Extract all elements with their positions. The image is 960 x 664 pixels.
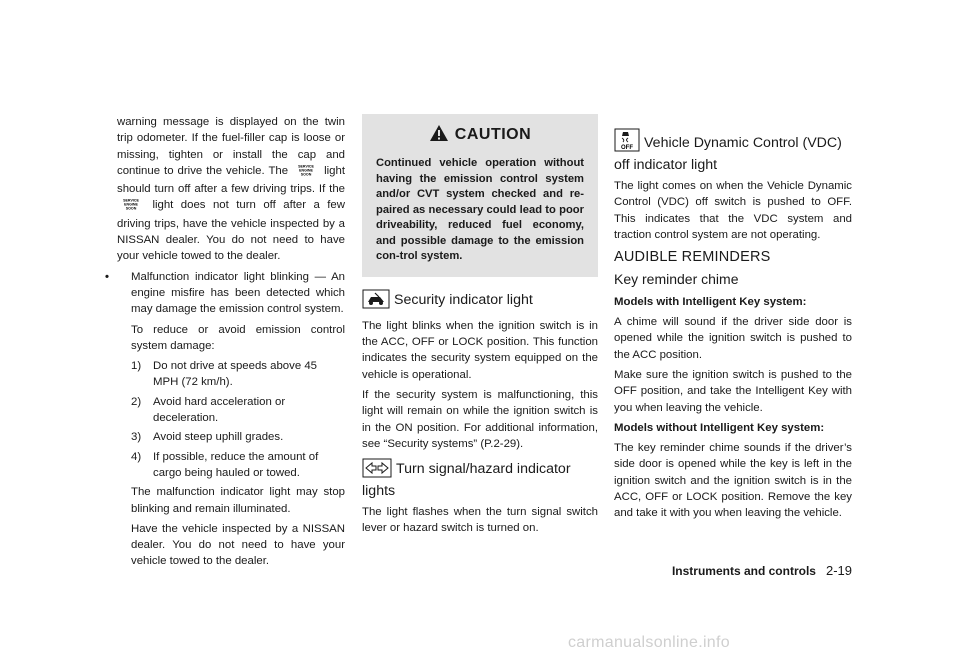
- turn-signal-heading: [362, 458, 598, 500]
- chime-paragraph-1: A chime will sound if the driver side door is opened while the ignition switch is pushed to the ACC position.: [614, 316, 852, 361]
- list-text: If possible, reduce the amount of cargo being hauled or towed.: [153, 450, 319, 479]
- service-icon-line1: SERVICE: [123, 199, 139, 204]
- audible-reminders-heading: AUDIBLE REMINDERS: [614, 249, 771, 266]
- fuel-cap-text-a: warning message is displayed on the twin trip odometer. If the fuel-filler cap is loose or missing, tighten or install the cap and continue to drive the vehicle. The: [117, 116, 345, 177]
- watermark: carmanualsonline.info: [568, 634, 730, 651]
- turn-signal-arrows-icon: [362, 458, 392, 483]
- list-text: Do not drive at speeds above 45 MPH (72 km/h).: [153, 360, 318, 389]
- fuel-cap-text-b: light should turn off after a few driving trips. If the: [117, 164, 345, 196]
- middle-column: [362, 114, 598, 541]
- list-number: 1): [131, 360, 142, 373]
- vdc-off-title: Vehicle Dynamic Control (VDC) off indicator light: [614, 135, 842, 173]
- right-column: [614, 128, 852, 526]
- list-item: [131, 449, 345, 482]
- list-item: [131, 429, 345, 445]
- bullet-body: [117, 322, 345, 570]
- models-without-key-heading: Models without Intelligent Key system:: [614, 421, 825, 434]
- list-text: Avoid hard acceleration or deceleration.: [153, 395, 286, 425]
- key-reminder-chime-heading: Key reminder chime: [614, 271, 739, 288]
- chime-paragraph-2: Make sure the ignition switch is pushed to the OFF position, and take the Intelligent Key with you when leaving the vehicle.: [614, 368, 852, 414]
- caution-box: [362, 114, 598, 277]
- warning-triangle-icon: [429, 124, 449, 146]
- fuel-cap-paragraph: [117, 114, 345, 265]
- list-number: 2): [131, 395, 142, 408]
- service-engine-soon-icon: [119, 198, 143, 215]
- service-engine-soon-icon: [294, 164, 318, 181]
- list-number: 3): [131, 431, 142, 444]
- security-paragraph-1: The light blinks when the ignition switch is in the ACC, OFF or LOCK position. This function indicates the security system equipped on the vehicle is operational.: [362, 319, 598, 381]
- list-item: [131, 394, 345, 427]
- service-icon-line3: SOON: [300, 172, 312, 176]
- security-light-title: Security indicator light: [394, 291, 533, 308]
- security-car-icon: [362, 289, 390, 314]
- list-number: 4): [131, 450, 142, 463]
- turn-signal-paragraph: The light flashes when the turn signal switch lever or hazard switch is turned on.: [362, 506, 598, 535]
- reduce-damage-intro: To reduce or avoid emission control system damage:: [131, 323, 345, 352]
- caution-title: CAUTION: [454, 126, 532, 143]
- malfunction-bullet: [105, 269, 345, 318]
- turn-signal-title: Turn signal/hazard indicator lights: [362, 461, 571, 500]
- chime-paragraph-3: The key reminder chime sounds if the driver’s side door is opened while the key is left in the ignition switch and the ignition switch is in the ACC, OFF or LOCK position. Remove the key and take it with you when leaving the vehicle.: [614, 442, 852, 520]
- security-paragraph-2: If the security system is malfunctioning, this light will remain on while the ignition switch is in the ON position. For additional information, see “Security systems” (P.2-29).: [362, 388, 598, 450]
- fuel-cap-text-c: light does not turn off after a few driving trips, have the vehicle inspected by a NISSAN dealer. You do not need to have your vehicle towed to the dealer.: [117, 199, 345, 263]
- footer-section-title: Instruments and controls: [671, 564, 816, 578]
- vdc-off-icon-label: OFF: [621, 145, 633, 151]
- dealer-paragraph: Have the vehicle inspected by a NISSAN dealer. You do not need to have your vehicle towed to the dealer.: [131, 522, 345, 568]
- stop-blinking-paragraph: The malfunction indicator light may stop blinking and remain illuminated.: [131, 486, 345, 515]
- page-number: 2-19: [825, 563, 852, 578]
- vdc-off-heading: [614, 128, 852, 174]
- service-icon-line2: ENGINE: [124, 203, 138, 208]
- list-item: [131, 358, 345, 391]
- bullet-dot: •: [105, 270, 109, 283]
- list-text: Avoid steep uphill grades.: [153, 431, 284, 444]
- vdc-paragraph: The light comes on when the Vehicle Dynamic Control (VDC) off switch is pushed to OFF. This indicates that the VDC system and traction control system are not operating.: [614, 180, 852, 241]
- caution-heading: [376, 124, 584, 146]
- security-light-heading: [362, 289, 598, 314]
- page-footer: [600, 563, 852, 578]
- service-icon-line2: ENGINE: [299, 168, 313, 173]
- vdc-off-icon: [614, 128, 640, 157]
- malfunction-text: Malfunction indicator light blinking — An engine misfire has been detected which may damage the emission control system.: [131, 270, 345, 316]
- models-with-key-heading: Models with Intelligent Key system:: [614, 295, 807, 308]
- caution-text: Continued vehicle operation without having the emission control system and/or CVT system checked and re-paired as necessary could lead to poor driveability, reduced fuel economy, and possible damage to the emission con-trol system.: [376, 157, 584, 263]
- service-icon-line3: SOON: [125, 207, 137, 211]
- service-icon-line1: SERVICE: [298, 164, 314, 169]
- left-column: [105, 114, 345, 574]
